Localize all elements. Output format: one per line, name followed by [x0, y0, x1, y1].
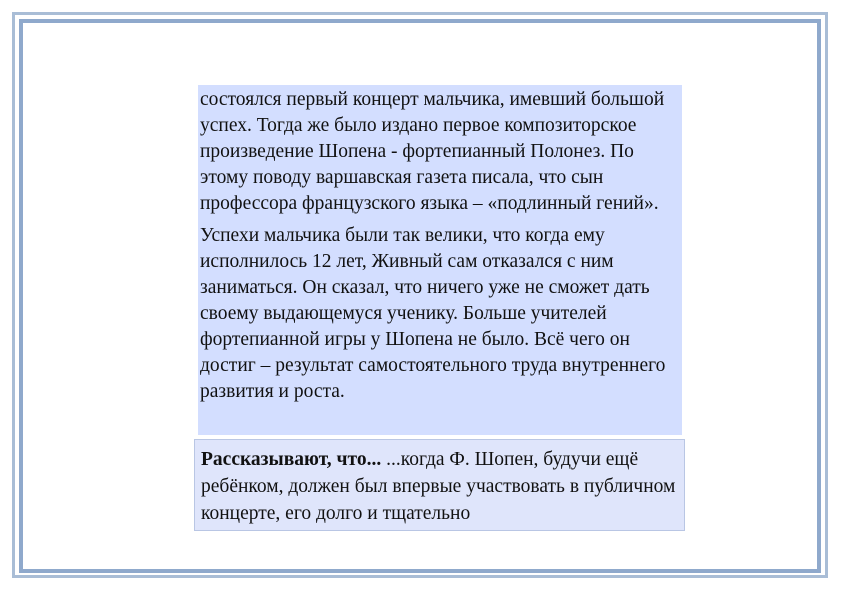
note-box	[194, 439, 685, 531]
main-text-block	[198, 85, 682, 435]
note-heading: Рассказывают, что...	[201, 449, 382, 470]
paragraph-success: Успехи мальчика были так велики, что когда ему исполнилось 12 лет, Живный сам отказался с ним заниматься. Он сказал, что ничего уже не сможет дать своему выдающемуся ученику. Больше учителей фортепианной игры у Шопена не было. Всё чего он достиг – результат самостоятельного труда внутреннего развития и роста.	[200, 225, 666, 402]
note-text: ...когда Ф. Шопен, будучи ещё ребёнком, должен был впервые участвовать в публичном концерте, его долго и тщательно	[201, 449, 676, 524]
paragraph-concert: состоялся первый концерт мальчика, имевший большой успех. Тогда же было издано первое композиторское произведение Шопена - фортепианный Полонез. По этому поводу варшавская газета писала, что сын профессора французского языка – «подлинный гений».	[200, 89, 665, 214]
